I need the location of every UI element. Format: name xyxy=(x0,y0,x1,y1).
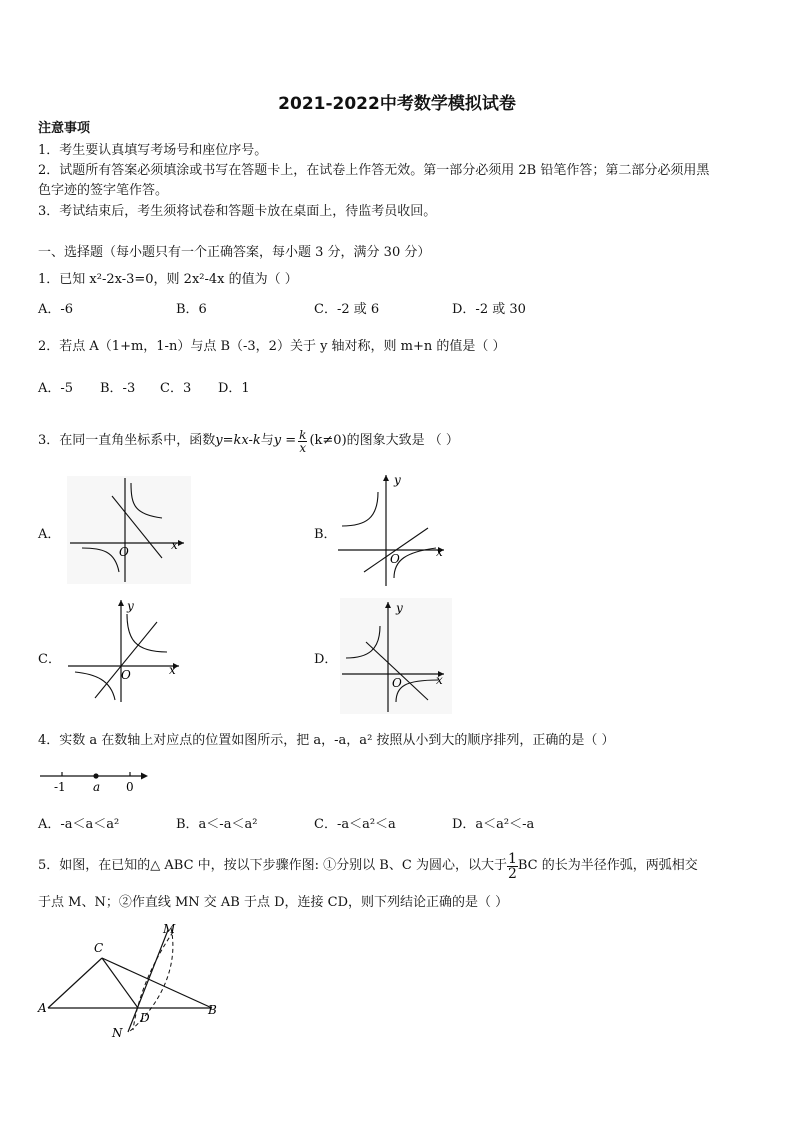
question-3-stem-b: 的图象大致是 （ ） xyxy=(346,433,459,448)
label-d: D xyxy=(140,1011,150,1025)
triangle-construction-figure xyxy=(36,920,220,1042)
question-4-option-c[interactable]: C．-a＜a²＜a xyxy=(314,817,396,832)
tick-label-zero: 0 xyxy=(126,780,134,794)
y-axis-label: y xyxy=(396,601,403,615)
question-2-option-c[interactable]: C．3 xyxy=(160,381,192,396)
graph-a xyxy=(67,476,191,584)
x-axis-label: x xyxy=(171,538,178,552)
graph-c xyxy=(65,594,187,704)
notice-item: 3．考试结束后，考生须将试卷和答题卡放在桌面上，待监考员收回。 xyxy=(38,204,437,219)
question-1-stem: 1．已知 x²-2x-3=0，则 2x²-4x 的值为（ ） xyxy=(38,272,298,287)
origin-label: O xyxy=(390,552,400,566)
question-4-stem: 4．实数 a 在数轴上对应点的位置如图所示，把 a，-a，a² 按照从小到大的顺序排列，正确的是（ ） xyxy=(38,733,615,748)
origin-label: O xyxy=(392,676,402,690)
question-3-function-lhs: y = xyxy=(273,433,297,448)
section-heading: 一、选择题（每小题只有一个正确答案，每小题 3 分，满分 30 分） xyxy=(38,245,431,260)
question-5-stem-b: BC 的长为半径作弧，两弧相交 xyxy=(517,858,698,873)
question-3-fraction xyxy=(298,429,307,454)
fraction-denominator: x xyxy=(299,440,307,455)
number-line xyxy=(38,766,152,796)
label-b: B xyxy=(208,1003,217,1017)
label-a: A xyxy=(38,1001,47,1015)
question-3-function-linear: y=kx-k xyxy=(215,433,261,448)
point-label-a: a xyxy=(93,780,101,794)
fraction-denominator: 2 xyxy=(507,865,517,882)
label-m: M xyxy=(163,922,176,936)
notice-heading: 注意事项 xyxy=(38,121,91,136)
fraction-numerator: k xyxy=(299,427,307,442)
question-4-option-a[interactable]: A．-a＜a＜a² xyxy=(38,817,120,832)
question-1-option-a[interactable]: A．-6 xyxy=(38,302,74,317)
question-3-option-a[interactable]: A． xyxy=(38,527,61,542)
question-4-option-b[interactable]: B．a＜-a＜a² xyxy=(176,817,258,832)
question-2-stem: 2．若点 A（1+m，1-n）与点 B（-3，2）关于 y 轴对称，则 m+n 的值是（ ） xyxy=(38,339,506,354)
notice-item: 2．试题所有答案必须填涂或书写在答题卡上，在试卷上作答无效。第一部分必须用 2B 铅笔作答；第二部分必须用黑 xyxy=(38,163,710,178)
fraction-numerator: 1 xyxy=(507,850,517,867)
question-2-option-a[interactable]: A．-5 xyxy=(38,381,74,396)
graph-b xyxy=(336,470,452,588)
question-4-option-d[interactable]: D．a＜a²＜-a xyxy=(452,817,535,832)
question-2-option-d[interactable]: D．1 xyxy=(218,381,250,396)
question-5-stem-line2: 于点 M、N；②作直线 MN 交 AB 于点 D，连接 CD，则下列结论正确的是（ ） xyxy=(38,895,509,910)
label-n: N xyxy=(112,1026,123,1040)
notice-item: 色字迹的签字笔作答。 xyxy=(38,183,169,198)
point-a-marker xyxy=(93,773,98,778)
x-axis-label: x xyxy=(436,545,443,559)
question-1-option-b[interactable]: B．6 xyxy=(176,302,207,317)
question-5-stem-line1 xyxy=(38,848,698,884)
question-2-option-b[interactable]: B．-3 xyxy=(100,381,136,396)
question-5-fraction xyxy=(507,852,518,881)
x-axis-label: x xyxy=(436,673,443,687)
page-title: 2021-2022中考数学模拟试卷 xyxy=(278,94,516,114)
question-3-stem xyxy=(38,422,459,460)
y-axis-label: y xyxy=(394,473,401,487)
origin-label: O xyxy=(121,668,131,682)
question-1-option-d[interactable]: D．-2 或 30 xyxy=(452,302,526,317)
question-3-condition: (k≠0) xyxy=(309,433,347,448)
tick-label-minus-one: -1 xyxy=(54,780,66,794)
label-c: C xyxy=(94,941,104,955)
x-axis-label: x xyxy=(169,663,176,677)
y-axis-label: y xyxy=(127,599,134,613)
graph-d xyxy=(340,598,452,714)
question-3-option-d[interactable]: D． xyxy=(314,652,338,667)
question-3-option-b[interactable]: B． xyxy=(314,527,337,542)
question-3-stem-mid: 与 xyxy=(260,433,274,448)
question-1-option-c[interactable]: C．-2 或 6 xyxy=(314,302,380,317)
question-3-option-c[interactable]: C． xyxy=(38,652,61,667)
notice-item: 1．考生要认真填写考场号和座位序号。 xyxy=(38,143,268,158)
question-3-stem-a: 3．在同一直角坐标系中，函数 xyxy=(38,433,216,448)
question-5-stem-a: 5．如图，在已知的△ ABC 中，按以下步骤作图: ①分别以 B、C 为圆心，以大于 xyxy=(38,858,507,873)
origin-label: O xyxy=(119,545,129,559)
